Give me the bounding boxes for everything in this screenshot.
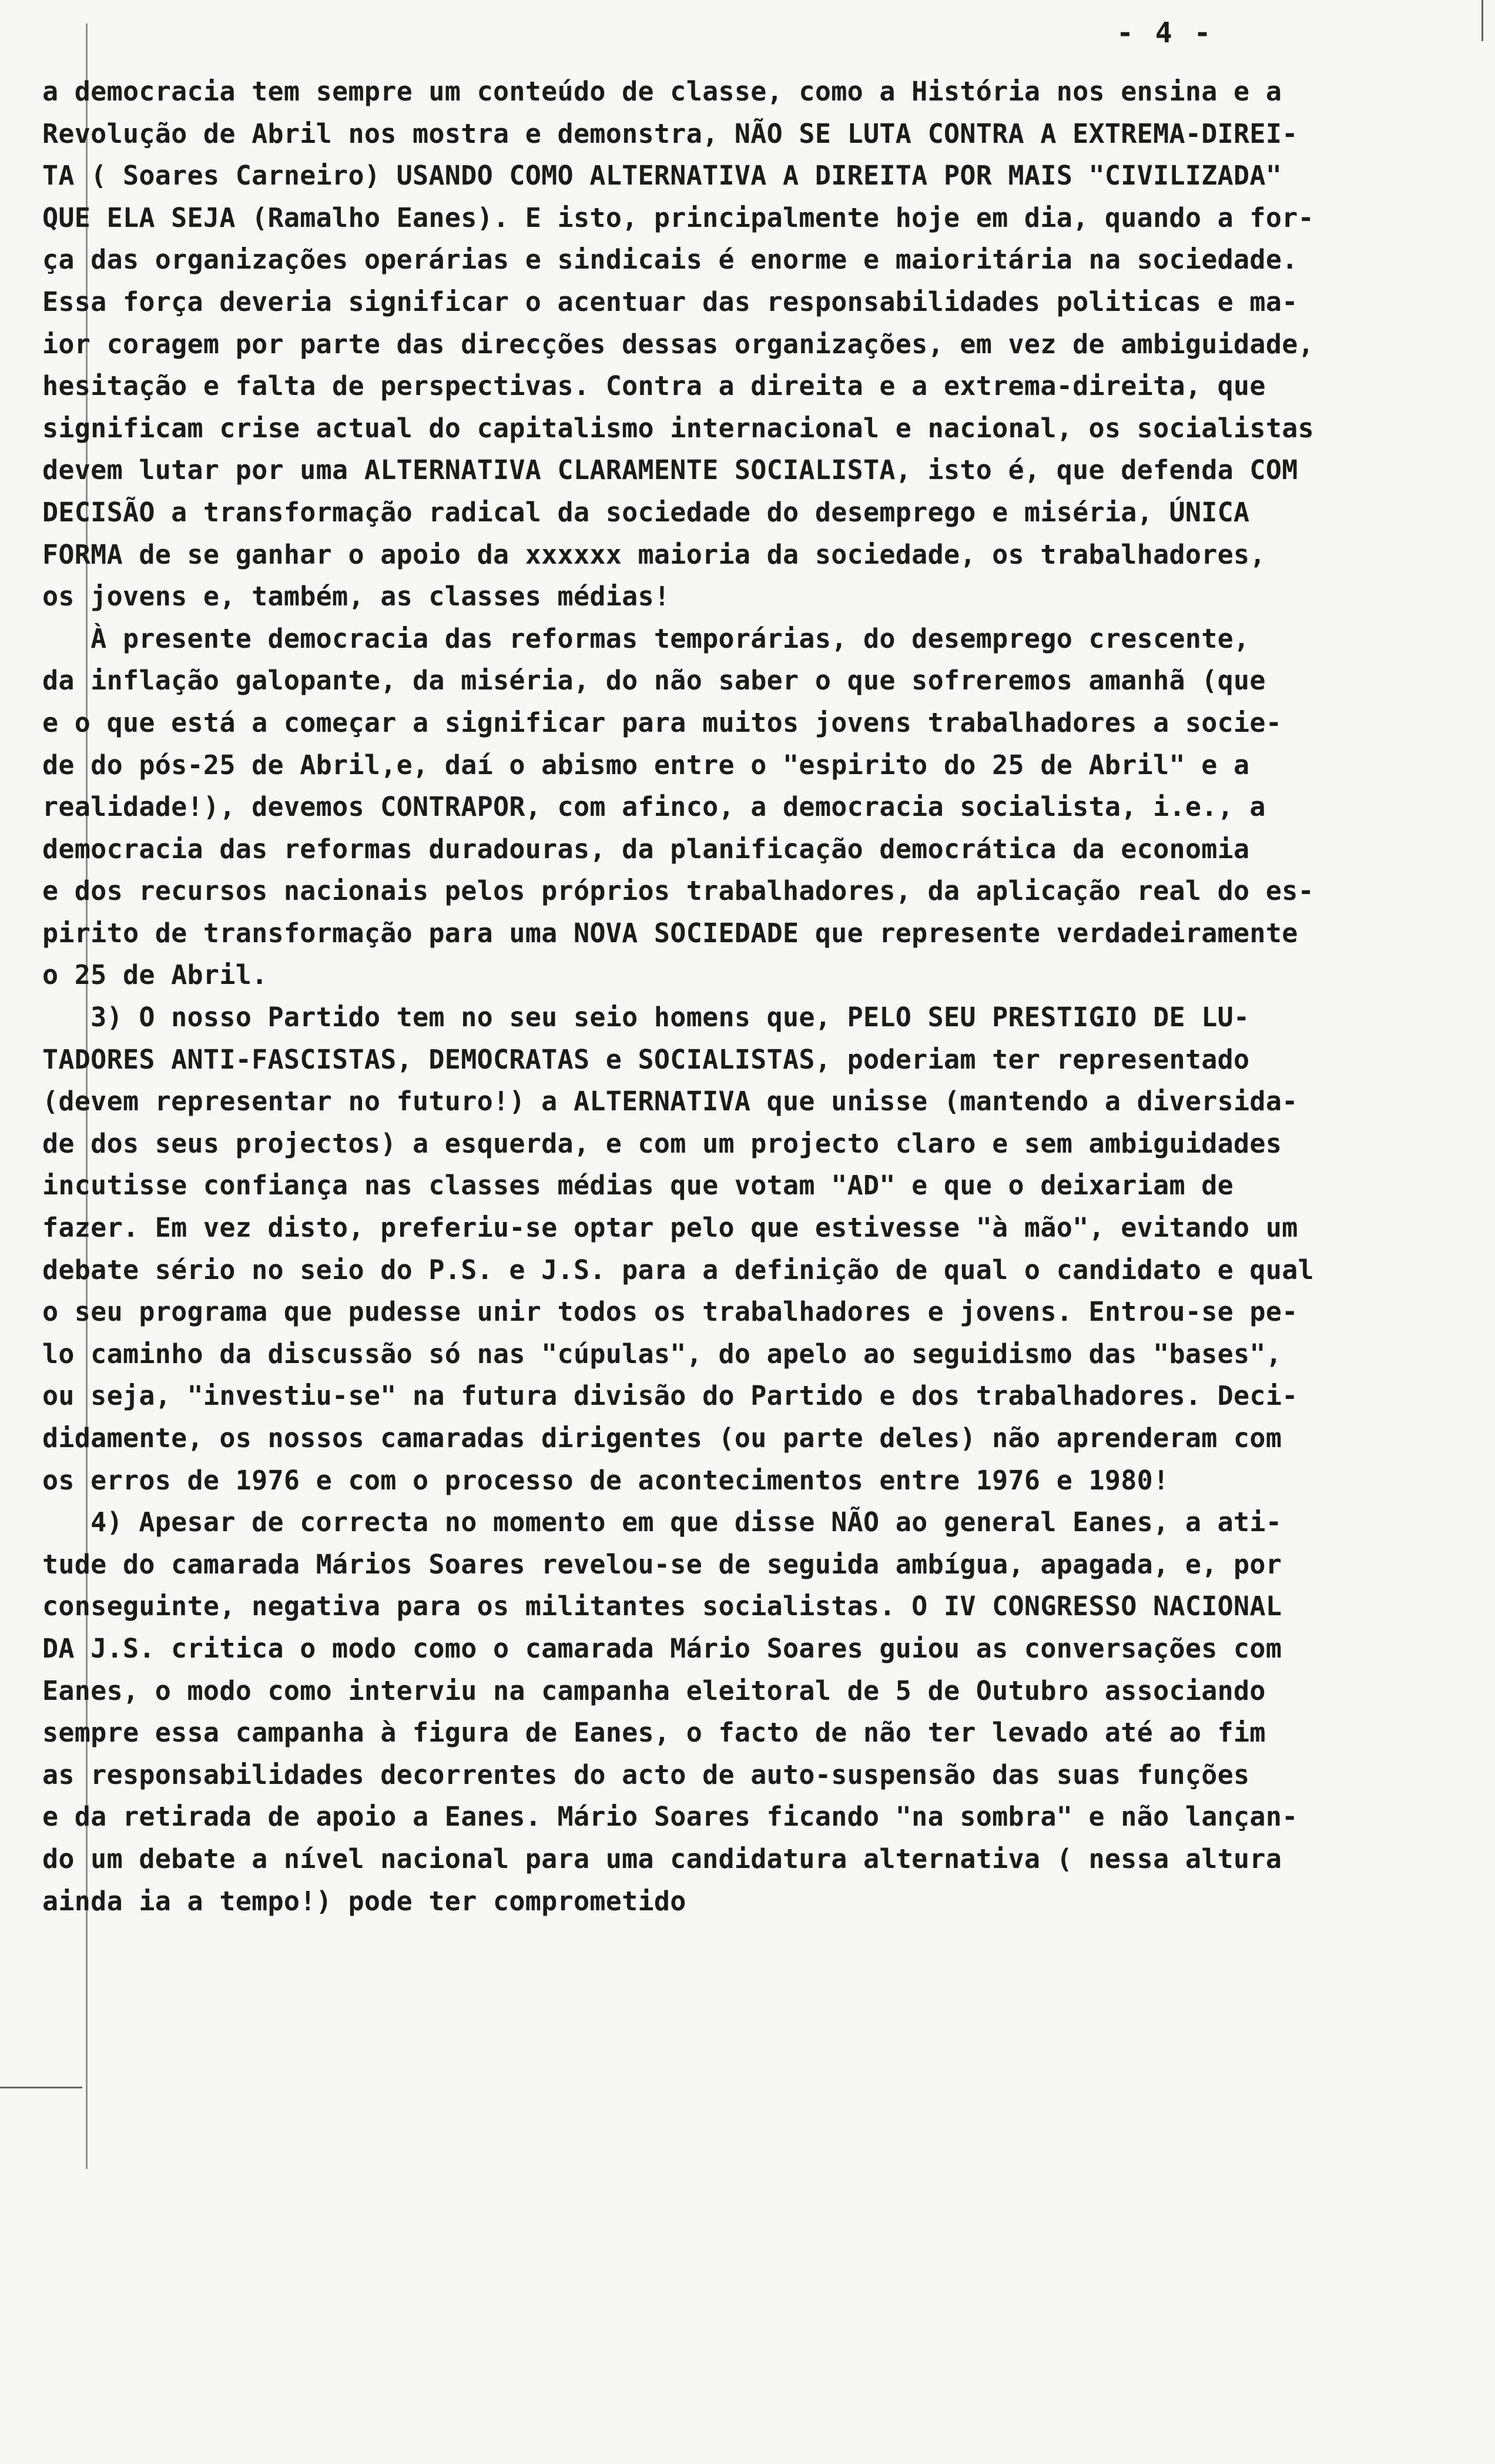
text-line: o seu programa que pudesse unir todos os trabalhadores e jovens. Entrou-se pe- xyxy=(42,1296,1298,1328)
text-line: ior coragem por parte das direcções dessas organizações, em vez de ambiguidade, xyxy=(42,328,1314,360)
text-line: FORMA de se ganhar o apoio da xxxxxx maioria da sociedade, os trabalhadores, xyxy=(42,538,1266,570)
text-line: fazer. Em vez disto, preferiu-se optar pelo que estivesse "à mão", evitando um xyxy=(42,1212,1298,1244)
text-line: ou seja, "investiu-se" na futura divisão do Partido e dos trabalhadores. Deci- xyxy=(42,1380,1298,1412)
text-line: de dos seus projectos) a esquerda, e com um projecto claro e sem ambiguidades xyxy=(42,1127,1282,1159)
text-line: DECISÃO a transformação radical da sociedade do desemprego e miséria, ÚNICA xyxy=(42,496,1250,528)
text-line: ça das organizações operárias e sindicais é enorme e maioritária na sociedade. xyxy=(42,244,1298,276)
text-line: TA ( Soares Carneiro) USANDO COMO ALTERNATIVA A DIREITA POR MAIS "CIVILIZADA" xyxy=(42,160,1282,192)
text-line: a democracia tem sempre um conteúdo de classe, como a História nos ensina e a xyxy=(42,76,1282,107)
text-line: lo caminho da discussão só nas "cúpulas", do apelo ao seguidismo das "bases", xyxy=(42,1338,1282,1370)
text-line: incutisse confiança nas classes médias que votam "AD" e que o deixariam de xyxy=(42,1170,1234,1201)
text-line: os erros de 1976 e com o processo de acontecimentos entre 1976 e 1980! xyxy=(42,1464,1169,1496)
text-line: democracia das reformas duradouras, da planificação democrática da economia xyxy=(42,833,1250,865)
text-line: Essa força deveria significar o acentuar das responsabilidades politicas e ma- xyxy=(42,286,1298,317)
text-line: DA J.S. critica o modo como o camarada Mário Soares guiou as conversações com xyxy=(42,1632,1282,1664)
text-line: de do pós-25 de Abril,e, daí o abismo entre o "espirito do 25 de Abril" e a xyxy=(42,749,1250,781)
text-line: Eanes, o modo como interviu na campanha eleitoral de 5 de Outubro associando xyxy=(42,1675,1266,1706)
text-line: significam crise actual do capitalismo internacional e nacional, os socialistas xyxy=(42,412,1314,444)
text-line: 4) Apesar de correcta no momento em que disse NÃO ao general Eanes, a ati- xyxy=(42,1506,1282,1538)
text-line: devem lutar por uma ALTERNATIVA CLARAMENTE SOCIALISTA, isto é, que defenda COM xyxy=(42,454,1298,486)
text-line: Revolução de Abril nos mostra e demonstra, NÃO SE LUTA CONTRA A EXTREMA-DIREI- xyxy=(42,118,1298,149)
text-line: conseguinte, negativa para os militantes socialistas. O IV CONGRESSO NACIONAL xyxy=(42,1591,1282,1622)
edge-mark xyxy=(1481,0,1483,41)
text-line: realidade!), devemos CONTRAPOR, com afinco, a democracia socialista, i.e., a xyxy=(42,791,1266,823)
text-line: e dos recursos nacionais pelos próprios trabalhadores, da aplicação real do es- xyxy=(42,875,1314,907)
text-line: sempre essa campanha à figura de Eanes, o facto de não ter levado até ao fim xyxy=(42,1717,1266,1749)
text-line: debate sério no seio do P.S. e J.S. para a definição de qual o candidato e qual xyxy=(42,1254,1314,1285)
text-line: do um debate a nível nacional para uma candidatura alternativa ( nessa altura xyxy=(42,1843,1282,1874)
text-line: (devem representar no futuro!) a ALTERNATIVA que unisse (mantendo a diversida- xyxy=(42,1086,1298,1117)
text-line: didamente, os nossos camaradas dirigentes (ou parte deles) não aprenderam com xyxy=(42,1422,1282,1454)
text-line: da inflação galopante, da miséria, do não saber o que sofreremos amanhã (que xyxy=(42,665,1266,697)
text-line: À presente democracia das reformas temporárias, do desemprego crescente, xyxy=(42,622,1250,654)
bottom-rule xyxy=(0,2087,82,2088)
text-line: pirito de transformação para uma NOVA SOCIEDADE que represente verdadeiramente xyxy=(42,917,1298,949)
text-line: QUE ELA SEJA (Ramalho Eanes). E isto, principalmente hoje em dia, quando a for- xyxy=(42,202,1314,233)
document-body xyxy=(42,71,1464,1922)
text-line: hesitação e falta de perspectivas. Contra a direita e a extrema-direita, que xyxy=(42,370,1266,402)
text-line: tude do camarada Mários Soares revelou-se de seguida ambígua, apagada, e, por xyxy=(42,1548,1282,1580)
text-line: os jovens e, também, as classes médias! xyxy=(42,581,671,612)
text-line: e o que está a começar a significar para muitos jovens trabalhadores a socie- xyxy=(42,707,1282,738)
text-line: 3) O nosso Partido tem no seu seio homens que, PELO SEU PRESTIGIO DE LU- xyxy=(42,1002,1250,1033)
text-line: o 25 de Abril. xyxy=(42,959,268,991)
text-line: ainda ia a tempo!) pode ter comprometido xyxy=(42,1885,686,1917)
text-line: TADORES ANTI-FASCISTAS, DEMOCRATAS e SOCIALISTAS, poderiam ter representado xyxy=(42,1043,1250,1075)
text-line: as responsabilidades decorrentes do acto de auto-suspensão das suas funções xyxy=(42,1759,1250,1790)
page-number: - 4 - xyxy=(1117,16,1214,49)
text-line: e da retirada de apoio a Eanes. Mário Soares ficando "na sombra" e não lançan- xyxy=(42,1801,1298,1833)
